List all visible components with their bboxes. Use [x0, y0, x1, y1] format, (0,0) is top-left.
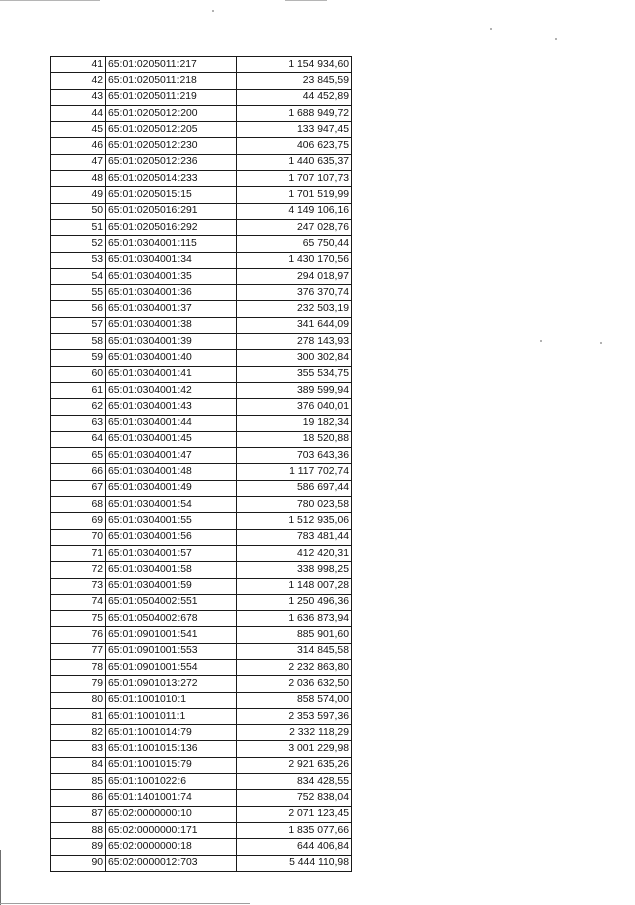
row-number-cell: 48 [51, 171, 106, 187]
cadastral-number-cell: 65:01:0901001:541 [106, 627, 237, 643]
row-number-cell: 59 [51, 350, 106, 366]
row-number-cell: 41 [51, 57, 106, 73]
cadastral-value-cell: 4 149 106,16 [237, 203, 352, 219]
row-number-cell: 63 [51, 415, 106, 431]
cadastral-number-cell: 65:01:0304001:115 [106, 236, 237, 252]
cadastral-number-cell: 65:01:0504002:551 [106, 594, 237, 610]
cadastral-value-cell: 2 232 863,80 [237, 659, 352, 675]
cadastral-value-cell: 23 845,59 [237, 73, 352, 89]
row-number-cell: 55 [51, 285, 106, 301]
cadastral-value-cell: 2 332 118,29 [237, 725, 352, 741]
cadastral-value-cell: 338 998,25 [237, 562, 352, 578]
table-row [51, 725, 352, 741]
row-number-cell: 71 [51, 545, 106, 561]
cadastral-number-cell: 65:01:1001015:79 [106, 757, 237, 773]
cadastral-number-cell: 65:02:0000012:703 [106, 855, 237, 871]
cadastral-number-cell: 65:01:0304001:58 [106, 562, 237, 578]
cadastral-number-cell: 65:01:0205012:236 [106, 154, 237, 170]
scan-top-rule [285, 0, 327, 1]
cadastral-value-cell: 1 835 077,66 [237, 822, 352, 838]
cadastral-number-cell: 65:01:1001011:1 [106, 708, 237, 724]
cadastral-value-cell: 1 512 935,06 [237, 513, 352, 529]
cadastral-value-cell: 1 250 496,36 [237, 594, 352, 610]
cadastral-number-cell: 65:01:0304001:40 [106, 350, 237, 366]
table-row [51, 122, 352, 138]
cadastral-value-cell: 1 430 170,56 [237, 252, 352, 268]
table-row [51, 57, 352, 73]
row-number-cell: 83 [51, 741, 106, 757]
scan-speck [490, 28, 492, 30]
cadastral-number-cell: 65:01:0304001:39 [106, 334, 237, 350]
table-row [51, 708, 352, 724]
row-number-cell: 58 [51, 334, 106, 350]
row-number-cell: 47 [51, 154, 106, 170]
row-number-cell: 73 [51, 578, 106, 594]
table-row [51, 171, 352, 187]
cadastral-value-cell: 1 154 934,60 [237, 57, 352, 73]
cadastral-number-cell: 65:01:0304001:43 [106, 399, 237, 415]
cadastral-number-cell: 65:01:0901013:272 [106, 676, 237, 692]
row-number-cell: 65 [51, 448, 106, 464]
cadastral-value-cell: 376 370,74 [237, 285, 352, 301]
cadastral-value-cell: 783 481,44 [237, 529, 352, 545]
row-number-cell: 72 [51, 562, 106, 578]
row-number-cell: 49 [51, 187, 106, 203]
row-number-cell: 78 [51, 659, 106, 675]
row-number-cell: 86 [51, 790, 106, 806]
cadastral-number-cell: 65:01:0205016:291 [106, 203, 237, 219]
cadastral-value-cell: 406 623,75 [237, 138, 352, 154]
scan-speck [555, 38, 557, 40]
row-number-cell: 50 [51, 203, 106, 219]
row-number-cell: 84 [51, 757, 106, 773]
row-number-cell: 61 [51, 382, 106, 398]
row-number-cell: 66 [51, 464, 106, 480]
cadastral-number-cell: 65:02:0000000:171 [106, 822, 237, 838]
table-row [51, 806, 352, 822]
table-row [51, 105, 352, 121]
cadastral-value-cell: 389 599,94 [237, 382, 352, 398]
cadastral-number-cell: 65:02:0000000:18 [106, 839, 237, 855]
cadastral-number-cell: 65:01:1401001:74 [106, 790, 237, 806]
cadastral-value-cell: 703 643,36 [237, 448, 352, 464]
row-number-cell: 44 [51, 105, 106, 121]
scan-bottom-rule [0, 903, 250, 904]
table-row [51, 89, 352, 105]
table-row [51, 415, 352, 431]
table-row [51, 317, 352, 333]
cadastral-number-cell: 65:01:0304001:57 [106, 545, 237, 561]
table-row [51, 676, 352, 692]
scan-left-edge [0, 850, 1, 905]
cadastral-number-cell: 65:01:0901001:553 [106, 643, 237, 659]
cadastral-value-cell: 355 534,75 [237, 366, 352, 382]
cadastral-number-cell: 65:01:0205011:217 [106, 57, 237, 73]
table-row [51, 822, 352, 838]
cadastral-number-cell: 65:01:0304001:35 [106, 268, 237, 284]
table-row [51, 757, 352, 773]
table-row [51, 334, 352, 350]
cadastral-number-cell: 65:01:0205012:230 [106, 138, 237, 154]
table-row [51, 382, 352, 398]
row-number-cell: 76 [51, 627, 106, 643]
table-row [51, 529, 352, 545]
cadastral-value-cell: 780 023,58 [237, 497, 352, 513]
row-number-cell: 67 [51, 480, 106, 496]
row-number-cell: 88 [51, 822, 106, 838]
cadastral-value-cell: 65 750,44 [237, 236, 352, 252]
row-number-cell: 43 [51, 89, 106, 105]
cadastral-number-cell: 65:01:0205014:233 [106, 171, 237, 187]
cadastral-number-cell: 65:01:0304001:34 [106, 252, 237, 268]
table-row [51, 855, 352, 871]
table-row [51, 594, 352, 610]
row-number-cell: 89 [51, 839, 106, 855]
table-row [51, 562, 352, 578]
cadastral-value-table [50, 56, 352, 872]
cadastral-value-cell: 858 574,00 [237, 692, 352, 708]
table-row [51, 627, 352, 643]
cadastral-number-cell: 65:01:0304001:55 [106, 513, 237, 529]
scan-top-rule [0, 0, 100, 1]
row-number-cell: 68 [51, 497, 106, 513]
cadastral-number-cell: 65:01:0304001:44 [106, 415, 237, 431]
cadastral-value-cell: 19 182,34 [237, 415, 352, 431]
table-row [51, 839, 352, 855]
cadastral-number-cell: 65:01:0901001:554 [106, 659, 237, 675]
cadastral-value-cell: 412 420,31 [237, 545, 352, 561]
cadastral-number-cell: 65:01:0304001:38 [106, 317, 237, 333]
cadastral-number-cell: 65:01:0504002:678 [106, 611, 237, 627]
row-number-cell: 42 [51, 73, 106, 89]
cadastral-number-cell: 65:01:0304001:36 [106, 285, 237, 301]
cadastral-value-cell: 2 921 635,26 [237, 757, 352, 773]
cadastral-value-cell: 2 071 123,45 [237, 806, 352, 822]
cadastral-value-cell: 3 001 229,98 [237, 741, 352, 757]
scan-speck [540, 340, 542, 342]
table-row [51, 350, 352, 366]
cadastral-value-cell: 1 440 635,37 [237, 154, 352, 170]
cadastral-value-cell: 1 117 702,74 [237, 464, 352, 480]
cadastral-number-cell: 65:01:1001022:6 [106, 774, 237, 790]
row-number-cell: 52 [51, 236, 106, 252]
cadastral-value-cell: 300 302,84 [237, 350, 352, 366]
cadastral-value-cell: 314 845,58 [237, 643, 352, 659]
table-row [51, 219, 352, 235]
row-number-cell: 77 [51, 643, 106, 659]
table-row [51, 578, 352, 594]
cadastral-number-cell: 65:01:0205016:292 [106, 219, 237, 235]
table-row [51, 692, 352, 708]
cadastral-value-cell: 1 688 949,72 [237, 105, 352, 121]
cadastral-value-cell: 2 036 632,50 [237, 676, 352, 692]
table-row [51, 73, 352, 89]
table-row [51, 203, 352, 219]
cadastral-value-cell: 5 444 110,98 [237, 855, 352, 871]
cadastral-value-cell: 834 428,55 [237, 774, 352, 790]
table-row [51, 301, 352, 317]
row-number-cell: 56 [51, 301, 106, 317]
row-number-cell: 54 [51, 268, 106, 284]
cadastral-number-cell: 65:01:1001010:1 [106, 692, 237, 708]
row-number-cell: 82 [51, 725, 106, 741]
table-row [51, 480, 352, 496]
cadastral-number-cell: 65:01:0205011:219 [106, 89, 237, 105]
table-row [51, 497, 352, 513]
cadastral-value-cell: 44 452,89 [237, 89, 352, 105]
row-number-cell: 53 [51, 252, 106, 268]
table-row [51, 285, 352, 301]
cadastral-value-cell: 1 707 107,73 [237, 171, 352, 187]
row-number-cell: 64 [51, 431, 106, 447]
cadastral-value-cell: 232 503,19 [237, 301, 352, 317]
table-row [51, 464, 352, 480]
cadastral-number-cell: 65:01:0304001:48 [106, 464, 237, 480]
cadastral-number-cell: 65:01:0205011:218 [106, 73, 237, 89]
table-row [51, 431, 352, 447]
row-number-cell: 90 [51, 855, 106, 871]
row-number-cell: 87 [51, 806, 106, 822]
row-number-cell: 75 [51, 611, 106, 627]
row-number-cell: 45 [51, 122, 106, 138]
cadastral-number-cell: 65:01:0304001:54 [106, 497, 237, 513]
cadastral-number-cell: 65:01:0304001:59 [106, 578, 237, 594]
cadastral-number-cell: 65:01:1001014:79 [106, 725, 237, 741]
table-row [51, 187, 352, 203]
cadastral-number-cell: 65:01:0304001:37 [106, 301, 237, 317]
cadastral-number-cell: 65:01:0304001:42 [106, 382, 237, 398]
table-body [51, 57, 352, 872]
table-row [51, 611, 352, 627]
table-row [51, 643, 352, 659]
cadastral-number-cell: 65:02:0000000:10 [106, 806, 237, 822]
cadastral-number-cell: 65:01:0304001:47 [106, 448, 237, 464]
cadastral-number-cell: 65:01:0304001:49 [106, 480, 237, 496]
table-row [51, 741, 352, 757]
scan-speck [600, 342, 602, 344]
cadastral-value-cell: 586 697,44 [237, 480, 352, 496]
table-row [51, 236, 352, 252]
table-row [51, 154, 352, 170]
table-row [51, 252, 352, 268]
row-number-cell: 69 [51, 513, 106, 529]
table-row [51, 138, 352, 154]
cadastral-number-cell: 65:01:1001015:136 [106, 741, 237, 757]
cadastral-value-cell: 133 947,45 [237, 122, 352, 138]
cadastral-value-cell: 18 520,88 [237, 431, 352, 447]
row-number-cell: 70 [51, 529, 106, 545]
cadastral-value-cell: 1 636 873,94 [237, 611, 352, 627]
cadastral-number-cell: 65:01:0304001:45 [106, 431, 237, 447]
cadastral-value-cell: 341 644,09 [237, 317, 352, 333]
cadastral-value-cell: 2 353 597,36 [237, 708, 352, 724]
row-number-cell: 79 [51, 676, 106, 692]
cadastral-number-cell: 65:01:0205012:200 [106, 105, 237, 121]
cadastral-value-cell: 1 148 007,28 [237, 578, 352, 594]
table-row [51, 659, 352, 675]
cadastral-number-cell: 65:01:0304001:56 [106, 529, 237, 545]
table-row [51, 790, 352, 806]
cadastral-number-cell: 65:01:0304001:41 [106, 366, 237, 382]
row-number-cell: 80 [51, 692, 106, 708]
table-row [51, 448, 352, 464]
cadastral-value-cell: 278 143,93 [237, 334, 352, 350]
row-number-cell: 46 [51, 138, 106, 154]
row-number-cell: 60 [51, 366, 106, 382]
row-number-cell: 74 [51, 594, 106, 610]
row-number-cell: 62 [51, 399, 106, 415]
table-row [51, 513, 352, 529]
cadastral-number-cell: 65:01:0205012:205 [106, 122, 237, 138]
table-row [51, 366, 352, 382]
row-number-cell: 57 [51, 317, 106, 333]
cadastral-value-cell: 376 040,01 [237, 399, 352, 415]
row-number-cell: 85 [51, 774, 106, 790]
cadastral-value-cell: 644 406,84 [237, 839, 352, 855]
table-row [51, 545, 352, 561]
table-row [51, 399, 352, 415]
cadastral-value-cell: 247 028,76 [237, 219, 352, 235]
table-row [51, 774, 352, 790]
cadastral-number-cell: 65:01:0205015:15 [106, 187, 237, 203]
cadastral-value-cell: 1 701 519,99 [237, 187, 352, 203]
table-row [51, 268, 352, 284]
cadastral-value-cell: 752 838,04 [237, 790, 352, 806]
row-number-cell: 51 [51, 219, 106, 235]
row-number-cell: 81 [51, 708, 106, 724]
scan-speck [212, 10, 214, 12]
cadastral-value-cell: 885 901,60 [237, 627, 352, 643]
cadastral-value-cell: 294 018,97 [237, 268, 352, 284]
